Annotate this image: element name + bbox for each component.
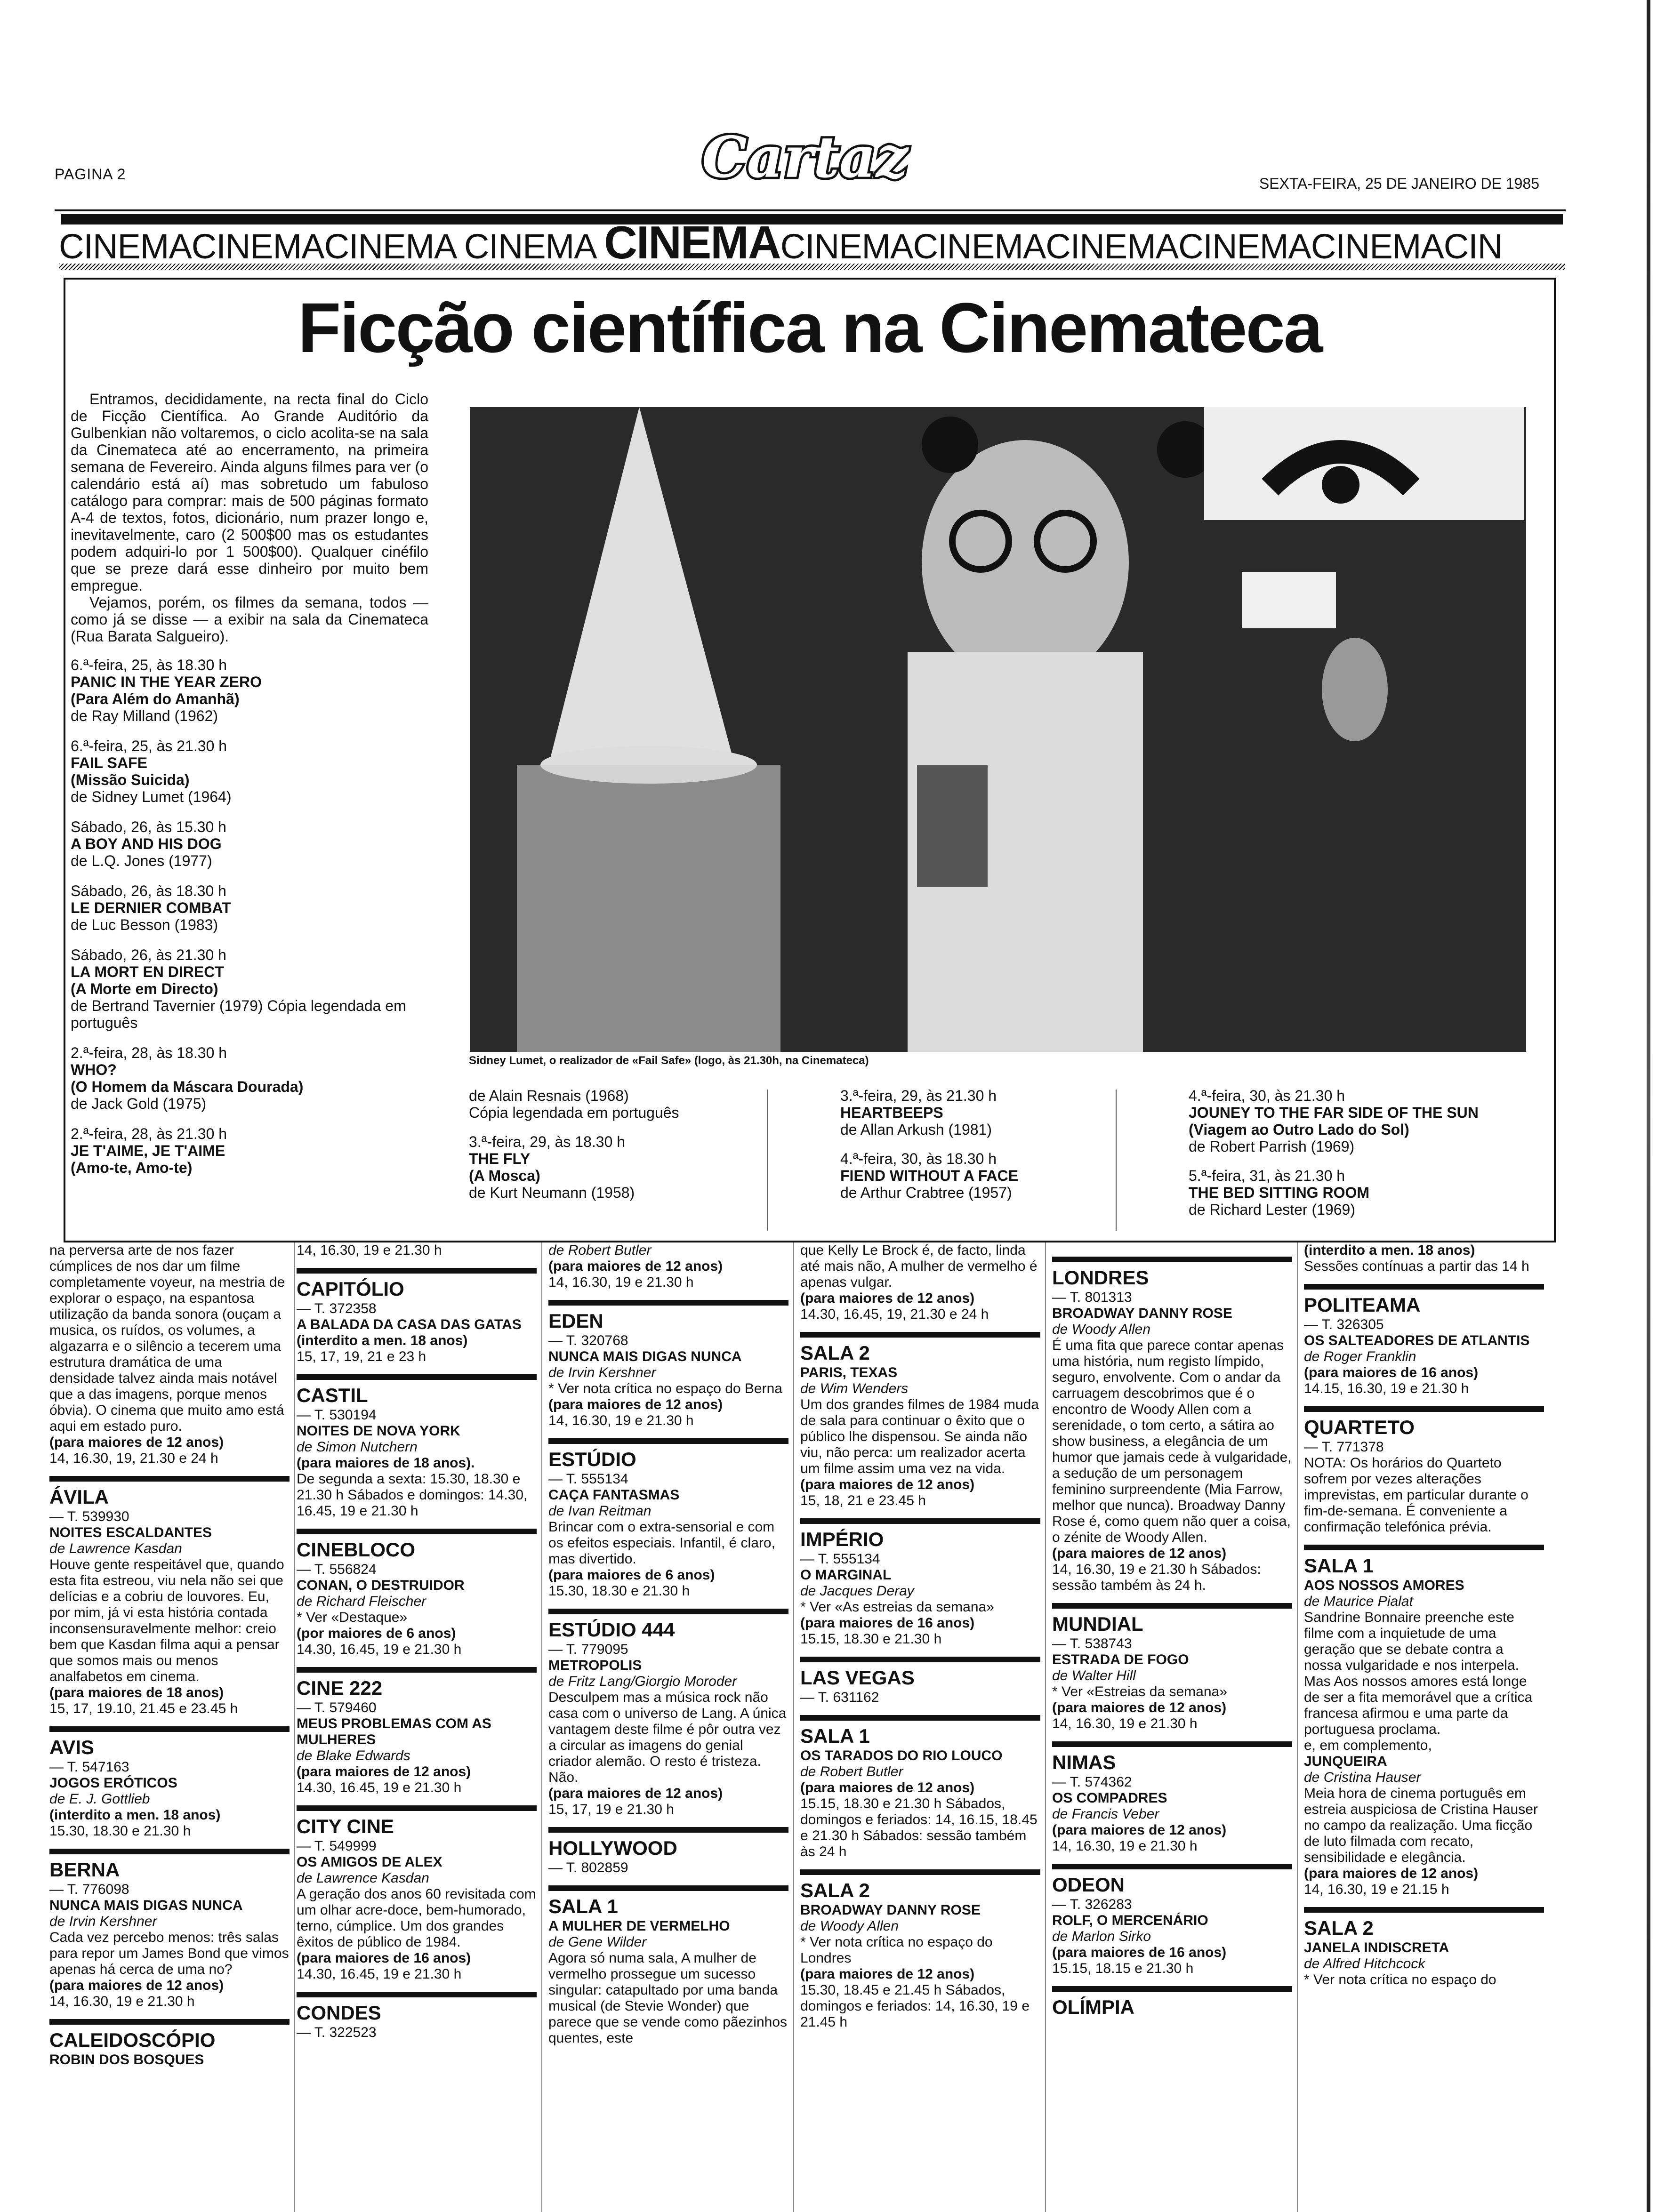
listing-times: 15.15, 18.30 e 21.30 h Sábados, domingos e feriados: 14, 16.15, 18.45 e 21.30 h Sábados: sessão também às 24 h (800, 1796, 1038, 1859)
entry-alt: (Amo-te, Amo-te) (71, 1159, 193, 1176)
listing-col-6 (1304, 1242, 1544, 2212)
cinema-name: SALA 1 (1304, 1545, 1544, 1578)
entry-alt: (A Mosca) (469, 1167, 540, 1184)
listing-director: de Robert Butler (548, 1242, 652, 1258)
listing-title: OS AMIGOS DE ALEX (297, 1854, 442, 1870)
entry-by: de Allan Arkush (1981) (840, 1121, 992, 1138)
cinema-banner (59, 221, 1565, 264)
listing-times: Sessões contínuas a partir das 14 h (1304, 1258, 1529, 1274)
listing-times: 15.15, 18.15 e 21.30 h (1052, 1961, 1194, 1976)
listing-class: (para maiores de 12 anos) (800, 1290, 975, 1306)
banner-hatch (59, 264, 1565, 270)
listing-times: 15.30, 18.30 e 21.30 h (49, 1823, 191, 1839)
listing-times: 14, 16.30, 19 e 21.30 h (548, 1274, 694, 1290)
listing-director: de Jacques Deray (800, 1583, 914, 1599)
listing-title: A BALADA DA CASA DAS GATAS (297, 1317, 522, 1332)
listing-class: (para maiores de 12 anos) (1052, 1822, 1227, 1838)
entry-title: HEARTBEEPS (840, 1104, 943, 1121)
listing-class: (para maiores de 16 anos) (800, 1615, 975, 1631)
listing-text: É uma fita que parece contar apenas uma história, num registo límpido, seguro, envolvente. Com o andar da carruagem descobrimos que é o encontro de Woody Allen com a serenidade, o tom certo, a sátira ao show business, a elegância de um humor que jamais cede à vulgaridade, a sedução de um personagem feminino surpreendente (Mia Farrow, melhor que nunca). Broadway Danny Rose é, como quem não quer a coisa, o zénite de Woody Allen. (1052, 1338, 1292, 1545)
listing-class: (para maiores de 12 anos) (548, 1786, 723, 1801)
entry-title: FIEND WITHOUT A FACE (840, 1167, 1019, 1184)
listing-tel: — T. 779095 (548, 1642, 628, 1657)
listing-title: BROADWAY DANNY ROSE (800, 1902, 981, 1918)
cinema-name: SALA 2 (800, 1869, 1040, 1902)
listing-tel: — T. 771378 (1304, 1439, 1384, 1455)
listing-times: De segunda a sexta: 15.30, 18.30 e 21.30 h Sábados e domingos: 14.30, 16.45, 19 e 21.30 h (297, 1471, 528, 1519)
cinema-name: ODEON (1052, 1864, 1292, 1897)
listing-note: * Ver nota crítica no espaço do (1304, 1972, 1496, 1988)
listing-text: Agora só numa sala, A mulher de vermelho prossegue um sucesso singular: catapultado por uma banda musical (de Stevie Wonder) que parece que se vende como pãezinhos quentes, este (548, 1950, 788, 2046)
cinema-name: SALA 2 (800, 1332, 1040, 1365)
schedule-col-2 (469, 1087, 742, 1201)
listing-class: (para maiores de 12 anos) (548, 1258, 723, 1274)
entry-by: de L.Q. Jones (1977) (71, 852, 212, 869)
schedule-entry (71, 1125, 438, 1176)
listing-tel: — T. 555134 (800, 1551, 880, 1567)
feature-photo (470, 407, 1526, 1052)
listing-times: 14, 16.30, 19 e 21.30 h Sábados: sessão também às 24 h. (1052, 1562, 1261, 1593)
cinema-name: CITY CINE (297, 1805, 537, 1838)
listing-class: (para maiores de 16 anos) (1304, 1365, 1479, 1380)
listing-class: (para maiores de 12 anos) (1304, 1866, 1479, 1881)
entry-date: 4.ª-feira, 30, às 18.30 h (840, 1150, 997, 1167)
entry-title: A BOY AND HIS DOG (71, 835, 222, 852)
entry-by: de Bertrand Tavernier (1979) Cópia legendada em português (71, 997, 406, 1031)
listing-title: NUNCA MAIS DIGAS NUNCA (548, 1349, 742, 1364)
entry-title: LA MORT EN DIRECT (71, 963, 224, 980)
listing-class: (para maiores de 16 anos) (297, 1950, 471, 1966)
listing-text: A geração dos anos 60 revisitada com um olhar acre-doce, bem-humorado, terno, cúmplice. Um dos grandes êxitos de público de 1984. (297, 1886, 536, 1950)
listing-tel: — T. 530194 (297, 1407, 377, 1423)
listing-note: * Ver «Estreias da semana» (1052, 1684, 1227, 1699)
entry-alt: (Para Além do Amanhã) (71, 690, 240, 707)
listing-times: 14.30, 16.45, 19 e 21.30 h (297, 1780, 462, 1795)
entry-date: Sábado, 26, às 18.30 h (71, 882, 226, 899)
cinema-name: HOLLYWOOD (548, 1827, 788, 1860)
cinema-name: ESTÚDIO (548, 1438, 788, 1471)
listing-class: (para maiores de 12 anos) (800, 1966, 975, 1982)
listing-director: de Robert Butler (800, 1764, 903, 1779)
listing-class: (interdito a men. 18 anos) (1304, 1242, 1475, 1258)
listing-text: e, em complemento, (1304, 1738, 1432, 1753)
entry-title: LE DERNIER COMBAT (71, 899, 231, 916)
cinema-name: QUARTETO (1304, 1406, 1544, 1439)
entry-date: 2.ª-feira, 28, às 21.30 h (71, 1125, 227, 1142)
listing-tel: — T. 555134 (548, 1471, 628, 1487)
listing-class: (para maiores de 12 anos) (49, 1978, 224, 1993)
listing-times: 14.30, 16.45, 19 e 21.30 h (297, 1966, 462, 1982)
cartaz-logo-text: Cartaz (702, 124, 908, 191)
page-edge (1647, 0, 1650, 2212)
listing-tel: — T. 326305 (1304, 1317, 1384, 1332)
col-divider (1116, 1090, 1117, 1231)
banner-left: CINEMACINEMACINEMA CINEMA (59, 227, 604, 264)
listing-title: A MULHER DE VERMELHO (548, 1918, 730, 1934)
listing-director: de Woody Allen (800, 1918, 899, 1934)
schedule-entry (71, 882, 438, 933)
listing-text: Desculpem mas a música rock não casa com o universo de Lang. A única vantagem deste filme é pôr outra vez a circular as imagens do genial criador alemão. O resto é tristeza. Não. (548, 1690, 787, 1785)
listing-tel: — T. 547163 (49, 1759, 129, 1775)
column-separator (1045, 1242, 1046, 2212)
listing-class: (para maiores de 6 anos) (548, 1567, 715, 1583)
entry-by: de Arthur Crabtree (1957) (840, 1184, 1012, 1201)
listing-director: de Francis Veber (1052, 1806, 1159, 1822)
entry-date: 6.ª-feira, 25, às 18.30 h (71, 657, 227, 673)
entry-by: de Robert Parrish (1969) (1189, 1138, 1355, 1155)
listing-title: JANELA INDISCRETA (1304, 1940, 1449, 1956)
entry-by: de Kurt Neumann (1958) (469, 1184, 635, 1201)
listing-title: JOGOS ERÓTICOS (49, 1775, 177, 1791)
listing-title: O MARGINAL (800, 1567, 892, 1583)
cinema-name: MUNDIAL (1052, 1603, 1292, 1636)
listing-tel: — T. 372358 (297, 1301, 377, 1316)
listing-class: (para maiores de 18 anos) (49, 1685, 224, 1700)
listing-tel: — T. 320768 (548, 1333, 628, 1348)
entry-by: de Luc Besson (1983) (71, 916, 218, 933)
listing-class: (para maiores de 12 anos) (800, 1477, 975, 1492)
listing-title: CAÇA FANTASMAS (548, 1487, 680, 1503)
cinema-name: ESTÚDIO 444 (548, 1609, 788, 1642)
cinema-name: SALA 1 (800, 1715, 1040, 1748)
listing-director: de Irvin Kershner (49, 1914, 157, 1929)
entry-alt: (Missão Suicida) (71, 771, 190, 788)
listing-tel: — T. 802859 (548, 1860, 628, 1875)
entry-date: 5.ª-feira, 31, às 21.30 h (1189, 1167, 1345, 1184)
listing-director: de Wim Wenders (800, 1381, 909, 1396)
listing-col-1 (49, 1242, 290, 2212)
feature-intro (71, 391, 428, 645)
listing-title: CONAN, O DESTRUIDOR (297, 1578, 465, 1593)
listing-director: de Richard Fleischer (297, 1594, 426, 1609)
listing-title: OS TARADOS DO RIO LOUCO (800, 1748, 1003, 1763)
listing-title: JUNQUEIRA (1304, 1754, 1387, 1769)
cinema-name: OLÍMPIA (1052, 1986, 1292, 2019)
listing-class: (interdito a men. 18 anos) (297, 1333, 468, 1348)
cinema-name: CASTIL (297, 1374, 537, 1407)
cinema-name: CAPITÓLIO (297, 1268, 537, 1301)
listing-class: (para maiores de 12 anos) (1052, 1546, 1227, 1561)
column-separator (294, 1242, 295, 2212)
entry-title: THE BED SITTING ROOM (1189, 1184, 1369, 1201)
listing-director: de Simon Nutchern (297, 1439, 418, 1455)
listing-class: (para maiores de 18 anos). (297, 1455, 475, 1471)
col2-line: de Alain Resnais (1968) (469, 1087, 629, 1104)
banner-right: CINEMACINEMACINEMACINEMACINEMACIN (780, 227, 1503, 264)
entry-title: JE T'AIME, JE T'AIME (71, 1142, 225, 1159)
listing-tel: — T. 801313 (1052, 1290, 1132, 1305)
listing-director: de Fritz Lang/Giorgio Moroder (548, 1674, 737, 1689)
entry-by: de Sidney Lumet (1964) (71, 788, 232, 805)
cinema-name: POLITEAMA (1304, 1284, 1544, 1317)
listing-title: MEUS PROBLEMAS COM AS MULHERES (297, 1716, 491, 1747)
page-label: PAGINA 2 (55, 166, 126, 183)
entry-date: 4.ª-feira, 30, às 21.30 h (1189, 1087, 1345, 1104)
listing-text: Sandrine Bonnaire preenche este filme com a inquietude de uma geração que se debate contra a nossa vulgaridade e nos interpela. Mas Aos nossos amores está longe de ser a fita memorável que a crítica francesa afirmou e uma parte da portuguesa proclama. (1304, 1610, 1533, 1737)
intro-paragraph: Vejamos, porém, os filmes da semana, todos — como já se disse — a exibir na sala da Cinemateca (Rua Barata Salgueiro). (71, 594, 428, 645)
listing-col-5 (1052, 1242, 1292, 2212)
listing-title: PARIS, TEXAS (800, 1365, 898, 1380)
entry-date: Sábado, 26, às 15.30 h (71, 818, 226, 835)
cinema-name: SALA 2 (1304, 1907, 1544, 1940)
listing-title: NOITES DE NOVA YORK (297, 1423, 460, 1439)
listing-note: NOTA: Os horários do Quarteto sofrem por vezes alterações imprevistas, em particular durante o fim-de-semana. É conveniente a confirmação telefónica prévia. (1304, 1455, 1528, 1535)
schedule-entry (71, 737, 438, 805)
listing-text: que Kelly Le Brock é, de facto, linda até mais não, A mulher de vermelho é apenas vulgar. (800, 1242, 1038, 1290)
listing-class: (para maiores de 12 anos) (1052, 1700, 1227, 1715)
listing-text: Brincar com o extra-sensorial e com os efeitos especiais. Infantil, é claro, mas divertido. (548, 1519, 775, 1567)
listing-class: (interdito a men. 18 anos) (49, 1807, 221, 1823)
cinema-name: LAS VEGAS (800, 1657, 1040, 1690)
listing-title: AOS NOSSOS AMORES (1304, 1578, 1464, 1593)
listing-title: ROLF, O MERCENÁRIO (1052, 1913, 1208, 1928)
listing-text: Um dos grandes filmes de 1984 muda de sala para continuar o êxito que o público lhe dispensou. Se ainda não viu, não perca: um realizador acerta um filme assim uma vez na vida. (800, 1397, 1039, 1476)
listing-class: (para maiores de 12 anos) (548, 1397, 723, 1412)
cinema-name: SALA 1 (548, 1885, 788, 1918)
cinema-name: CONDES (297, 1992, 537, 2025)
cinema-name: IMPÉRIO (800, 1518, 1040, 1551)
schedule-entry (71, 657, 438, 724)
listing-times: 15.30, 18.30 e 21.30 h (548, 1583, 690, 1599)
cinema-name: CINEBLOCO (297, 1529, 537, 1562)
listing-class: (para maiores de 12 anos) (297, 1764, 471, 1779)
listing-tel: — T. 631162 (800, 1690, 879, 1705)
listing-title: OS COMPADRES (1052, 1790, 1167, 1806)
entry-title: JOUNEY TO THE FAR SIDE OF THE SUN (1189, 1104, 1479, 1121)
entry-alt: (A Morte em Directo) (71, 980, 218, 997)
listing-director: de Walter Hill (1052, 1668, 1136, 1683)
feature-headline: Ficção científica na Cinemateca (298, 288, 1322, 367)
listing-times: 14.30, 16.45, 19, 21.30 e 24 h (800, 1306, 989, 1322)
listing-director: de Woody Allen (1052, 1322, 1151, 1337)
schedule-entry (71, 946, 438, 1031)
listing-text: Houve gente respeitável que, quando esta fita estreou, viu nela não sei que delícias e a cobriu de louvores. Eu, por mim, já vi esta história contada inconsensuravelmente melhor: creio bem que Kasdan filma aqui a pensar que somos mais ou menos analfabetos em cinema. (49, 1557, 284, 1684)
schedule-col-4 (1189, 1087, 1546, 1218)
top-rule (55, 209, 1566, 211)
listing-title: ROBIN DOS BOSQUES (49, 2052, 204, 2068)
listing-col-4 (800, 1242, 1040, 2212)
entry-date: 3.ª-feira, 29, às 21.30 h (840, 1087, 997, 1104)
entry-by: de Ray Milland (1962) (71, 707, 218, 724)
listing-tel: — T. 776098 (49, 1882, 129, 1897)
listing-title: NUNCA MAIS DIGAS NUNCA (49, 1898, 243, 1913)
cinema-name: ÁVILA (49, 1476, 290, 1509)
schedule-entry (71, 818, 438, 869)
schedule-col-3 (840, 1087, 1104, 1201)
listing-times: 15.15, 18.30 e 21.30 h (800, 1631, 942, 1647)
listing-class: (por maiores de 6 anos) (297, 1626, 456, 1641)
listing-times: 14, 16.30, 19, 21.30 e 24 h (49, 1451, 218, 1466)
cinema-name: LONDRES (1052, 1257, 1292, 1290)
listing-note: * Ver «As estreias da semana» (800, 1599, 994, 1615)
intro-paragraph: Entramos, decididamente, na recta final do Ciclo de Ficção Científica. Ao Grande Auditório da Gulbenkian não voltaremos, o ciclo acolita-se na sala da Cinemateca até ao encerramento, na primeira semana de Fevereiro. Ainda alguns filmes para ver (o calendário está aí) mas sobretudo um fabuloso catálogo para comprar: mais de 500 páginas formato A-4 de textos, fotos, dicionário, num prazer longo e, inevitavelmente, caro (2 500$00 mas os estudantes podem adquiri-lo por 1 500$00). Qualquer cinéfilo que se preze dará esse dinheiro por muito bem empregue. (71, 391, 428, 594)
listing-title: ESTRADA DE FOGO (1052, 1652, 1189, 1667)
listing-times: 14.30, 16.45, 19 e 21.30 h (297, 1642, 462, 1657)
issue-date: SEXTA-FEIRA, 25 DE JANEIRO DE 1985 (1259, 175, 1539, 192)
listing-director: de Lawrence Kasdan (297, 1870, 429, 1886)
listing-title: OS SALTEADORES DE ATLANTIS (1304, 1333, 1530, 1348)
listing-class: (para maiores de 12 anos) (800, 1780, 975, 1795)
photo-illustration (470, 407, 1526, 1052)
listing-text: Cada vez percebo menos: três salas para repor um James Bond que vimos apenas há cerca de uma no? (49, 1930, 289, 1977)
listing-tel: — T. 539930 (49, 1509, 129, 1524)
listing-note: * Ver nota crítica no espaço do Berna (548, 1381, 782, 1396)
listing-times: 14, 16.30, 19 e 21.30 h (49, 1994, 195, 2009)
entry-date: Sábado, 26, às 21.30 h (71, 946, 226, 963)
col2-line: Cópia legendada em português (469, 1104, 679, 1121)
listing-times: 14, 16.30, 19 e 21.30 h (1052, 1838, 1198, 1854)
listing-director: de Alfred Hitchcock (1304, 1956, 1425, 1972)
schedule-entry (71, 1044, 438, 1112)
entry-title: THE FLY (469, 1150, 531, 1167)
listing-text: Meia hora de cinema português em estreia auspiciosa de Cristina Hauser no campo da realização. Uma ficção de luto filmada com recato, sensibilidade e elegância. (1304, 1786, 1538, 1865)
listing-times: 15, 17, 19 e 21.30 h (548, 1802, 674, 1817)
listing-note: * Ver «Destaque» (297, 1610, 408, 1625)
listing-director: de Irvin Kershner (548, 1365, 656, 1380)
listing-director: de E. J. Gottlieb (49, 1791, 150, 1807)
banner-center: CINEMA (604, 221, 780, 264)
listing-class: (para maiores de 16 anos) (1052, 1945, 1227, 1960)
listing-tel: — T. 326283 (1052, 1897, 1132, 1912)
listing-times: 14, 16.30, 19 e 21.30 h (548, 1413, 694, 1428)
entry-by: de Richard Lester (1969) (1189, 1201, 1355, 1218)
listing-tel: — T. 579460 (297, 1700, 377, 1715)
cinema-name: CALEIDOSCÓPIO (49, 2019, 290, 2052)
listing-tel: — T. 538743 (1052, 1636, 1132, 1651)
entry-alt: (O Homem da Máscara Dourada) (71, 1078, 304, 1095)
listing-director: de Cristina Hauser (1304, 1770, 1421, 1785)
listing-times: 14.15, 16.30, 19 e 21.30 h (1304, 1381, 1469, 1396)
cinema-name: CINE 222 (297, 1667, 537, 1700)
listing-times: 15, 17, 19.10, 21.45 e 23.45 h (49, 1701, 238, 1716)
listing-times: 14, 16.30, 19 e 21.30 h (297, 1242, 442, 1258)
column-separator (793, 1242, 794, 2212)
listing-note: * Ver nota crítica no espaço do Londres (800, 1934, 993, 1966)
listing-class: (para maiores de 12 anos) (49, 1435, 224, 1450)
listing-tel: — T. 549999 (297, 1838, 377, 1854)
listing-director: de Maurice Pialat (1304, 1594, 1413, 1609)
entry-date: 6.ª-feira, 25, às 21.30 h (71, 737, 227, 754)
listing-director: de Roger Franklin (1304, 1349, 1416, 1364)
listing-title: BROADWAY DANNY ROSE (1052, 1306, 1232, 1321)
listing-col-2 (297, 1242, 537, 2212)
listing-times: 15, 17, 19, 21 e 23 h (297, 1349, 426, 1364)
col-divider (767, 1090, 768, 1231)
column-separator (1297, 1242, 1298, 2212)
listing-director: de Lawrence Kasdan (49, 1541, 182, 1556)
listing-tel: — T. 556824 (297, 1562, 377, 1577)
listing-director: de Ivan Reitman (548, 1503, 652, 1519)
listing-col-3 (548, 1242, 788, 2212)
entry-date: 3.ª-feira, 29, às 18.30 h (469, 1133, 626, 1150)
schedule-list (71, 657, 438, 1189)
listing-times: 14, 16.30, 19 e 21.15 h (1304, 1882, 1449, 1897)
entry-title: PANIC IN THE YEAR ZERO (71, 673, 262, 690)
listing-director: de Marlon Sirko (1052, 1929, 1151, 1944)
cinema-name: AVIS (49, 1726, 290, 1759)
cinema-name: NIMAS (1052, 1741, 1292, 1774)
listing-tel: — T. 574362 (1052, 1774, 1132, 1790)
entry-title: WHO? (71, 1061, 117, 1078)
listing-director: de Blake Edwards (297, 1748, 410, 1763)
cartaz-logo (687, 120, 923, 196)
listing-tel: — T. 322523 (297, 2025, 377, 2040)
listing-director: de Gene Wilder (548, 1934, 647, 1950)
listing-title: NOITES ESCALDANTES (49, 1525, 212, 1540)
column-separator (541, 1242, 542, 2212)
cinema-name: EDEN (548, 1300, 788, 1333)
entry-by: de Jack Gold (1975) (71, 1095, 207, 1112)
entry-alt: (Viagem ao Outro Lado do Sol) (1189, 1121, 1409, 1138)
listing-text: na perversa arte de nos fazer cúmplices de nos dar um filme completamente voyeur, na mestria de explorar o espaço, na espantosa utilização da banda sonora (ouçam a musica, os ruídos, os volumes, a algazarra e o silêncio a tecerem uma estrutura dramática de uma densidade talvez ainda mais notável que a das imagens, porque menos óbvia). O cinema que muito amo está aqui em estado puro. (49, 1242, 285, 1434)
photo-caption: Sidney Lumet, o realizador de «Fail Safe» (logo, às 21.30h, na Cinemateca) (469, 1054, 869, 1067)
listing-times: 15.30, 18.45 e 21.45 h Sábados, domingos e feriados: 14, 16.30, 19 e 21.45 h (800, 1982, 1030, 2030)
listing-title: METROPOLIS (548, 1658, 642, 1673)
listing-times: 15, 18, 21 e 23.45 h (800, 1493, 926, 1508)
listing-times: 14, 16.30, 19 e 21.30 h (1052, 1716, 1198, 1731)
cinema-name: BERNA (49, 1849, 290, 1882)
entry-date: 2.ª-feira, 28, às 18.30 h (71, 1044, 227, 1061)
entry-title: FAIL SAFE (71, 754, 147, 771)
